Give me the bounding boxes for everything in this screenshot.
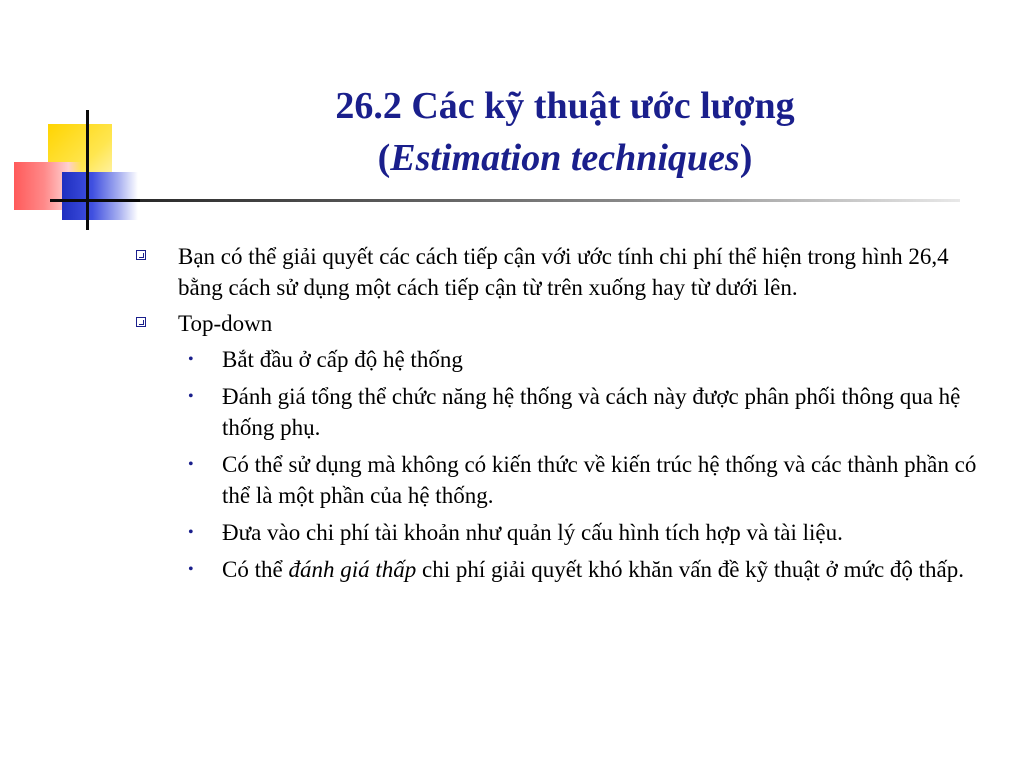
- sub-bullet-text: Đánh giá tổng thể chức năng hệ thống và cách này được phân phối thông qua hệ thống phụ.: [222, 384, 961, 440]
- sub-list-item: [181, 517, 996, 548]
- sub-bullet-text: Có thể sử dụng mà không có kiến thức về kiến trúc hệ thống và các thành phần có thể là một phần của hệ thống.: [222, 452, 977, 508]
- list-item: [136, 308, 996, 339]
- sub-bullet-text-pre: Có thể: [222, 557, 289, 582]
- title-english: Estimation techniques: [390, 137, 740, 179]
- sub-list-item: [181, 344, 996, 375]
- sub-list-item: [181, 554, 996, 585]
- title-underline: [140, 199, 960, 202]
- sub-bullet-text-post: chi phí giải quyết khó khăn vấn đề kỹ thuật ở mức độ thấp.: [416, 557, 965, 582]
- decor-vertical-line: [86, 110, 89, 230]
- title-line-1: 26.2 Các kỹ thuật ước lượng: [335, 85, 795, 127]
- bullet-text: Bạn có thể giải quyết các cách tiếp cận với ước tính chi phí thể hiện trong hình 26,4 bằng cách sử dụng một cách tiếp cận từ trên xuống hay từ dưới lên.: [178, 244, 949, 300]
- sub-bullet-text: [222, 557, 964, 582]
- decor-blue-square: [62, 172, 138, 220]
- decor-horizontal-line: [50, 199, 150, 202]
- dot-bullet-icon: •: [188, 351, 194, 368]
- bullet-text: Top-down: [178, 311, 273, 336]
- list-item: [136, 241, 996, 303]
- sub-list-item: [181, 381, 996, 443]
- dot-bullet-icon: •: [188, 561, 194, 578]
- dot-bullet-icon: •: [188, 456, 194, 473]
- sub-bullet-text-emphasis: đánh giá thấp: [288, 557, 417, 582]
- sub-list-item: [181, 449, 996, 511]
- title-paren-close: ): [739, 137, 753, 179]
- dot-bullet-icon: •: [188, 388, 194, 405]
- title-paren-open: (: [377, 137, 391, 179]
- bullet-list: [136, 241, 996, 591]
- slide-title: [230, 80, 900, 184]
- dot-bullet-icon: •: [188, 524, 194, 541]
- title-line-2: [230, 132, 900, 184]
- hollow-square-bullet-icon: [136, 317, 146, 327]
- sub-bullet-text: Bắt đầu ở cấp độ hệ thống: [222, 347, 463, 372]
- hollow-square-bullet-icon: [136, 250, 146, 260]
- sub-bullet-text: Đưa vào chi phí tài khoản như quản lý cấu hình tích hợp và tài liệu.: [222, 520, 843, 545]
